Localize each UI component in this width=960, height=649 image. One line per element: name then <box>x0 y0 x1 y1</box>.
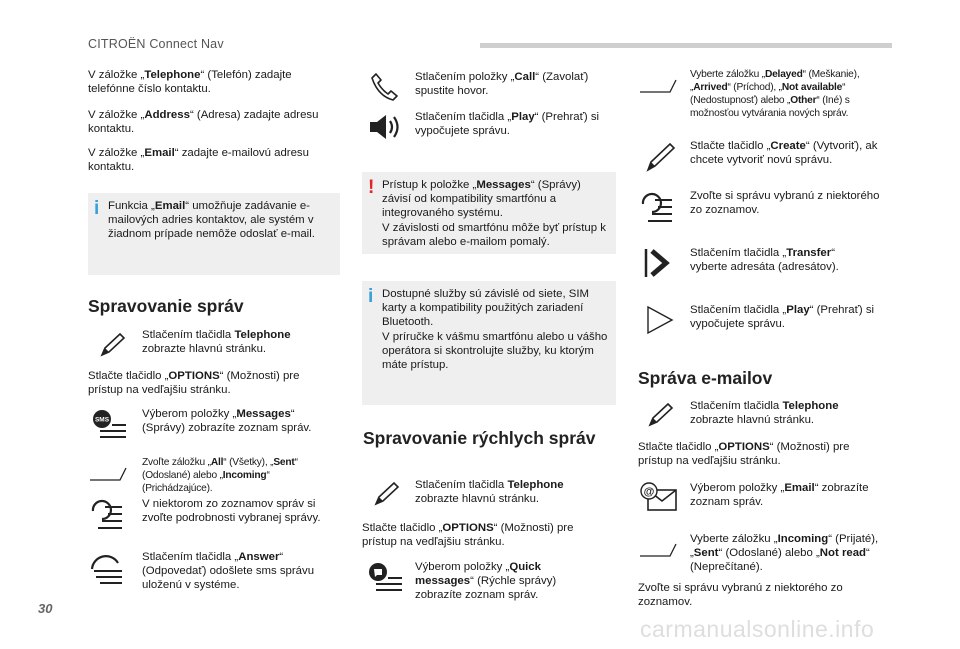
warning-icon: ! <box>368 177 375 198</box>
col1-note-box <box>88 193 340 275</box>
forward-icon <box>640 246 680 280</box>
info-icon: i <box>368 286 374 307</box>
sms-list-icon <box>88 407 128 441</box>
heading-spravovanie-sprav: Spravovanie správ <box>88 296 244 316</box>
col1-s4: Zvoľte záložku „All“ (Všetky), „Sent“ (Odoslané) alebo „Incoming“ (Prichádzajúce). <box>142 457 298 494</box>
col3-s9: Vyberte záložku „Incoming“ (Prijaté), „Sent“ (Odoslané) alebo „Not read“ (Neprečítané). <box>690 533 879 574</box>
col1-s3: Výberom položky „Messages“ (Správy) zobrazíte zoznam správ. <box>142 408 312 435</box>
play-icon <box>640 303 680 337</box>
col1-s6: Stlačením tlačidla „Answer“ (Odpovedať) odošlete sms správu uloženú v systéme. <box>142 551 315 592</box>
quick-messages-icon <box>364 560 404 594</box>
col2-s2: Stlačením tlačidla „Play“ (Prehrať) si vypočujete správu. <box>415 111 600 138</box>
phone-handset-icon <box>366 70 406 104</box>
email-icon <box>638 480 678 514</box>
col2-s3: Stlačením tlačidla Telephone zobrazte hlavnú stránku. <box>415 479 564 506</box>
col3-s10: Zvoľte si správu vybranú z niektorého zo zoznamov. <box>638 582 843 609</box>
col1-p3: V záložke „Email“ zadajte e-mailovú adresu kontaktu. <box>88 147 309 174</box>
page-number: 30 <box>38 601 53 616</box>
col1-s5: V niektorom zo zoznamov správ si zvoľte podrobnosti vybranej správy. <box>142 498 321 525</box>
col1-p2: V záložke „Address“ (Adresa) zadajte adresu kontaktu. <box>88 109 319 136</box>
col2-s5: Výberom položky „Quick messages“ (Rýchle správy) zobrazíte zoznam správ. <box>415 561 557 602</box>
info-icon: i <box>94 198 100 219</box>
col3-s1: Vyberte záložku „Delayed“ (Meškanie), „Arrived“ (Príchod), „Not available“ (Nedostupnosť) alebo „Other“ (Iné) s možnosťou vytvárania nových správ. <box>690 69 860 119</box>
col1-s1: Stlačením tlačidla Telephone zobrazte hlavnú stránku. <box>142 329 291 356</box>
col2-s4: Stlačte tlačidlo „OPTIONS“ (Možnosti) pre prístup na vedľajšiu stránku. <box>362 522 574 549</box>
tab-icon <box>638 68 678 102</box>
header-divider <box>480 43 892 48</box>
col2-s1: Stlačením položky „Call“ (Zavolať) spustite hovor. <box>415 71 589 98</box>
heading-rychle-spravy: Spravovanie rýchlych správ <box>363 428 596 448</box>
col2-warning-box <box>362 172 616 254</box>
col3-s6: Stlačením tlačidla Telephone zobrazte hlavnú stránku. <box>690 400 839 427</box>
tab-icon <box>638 532 678 566</box>
col1-note-text: Funkcia „Email“ umožňuje zadávanie e-mailových adries kontaktov, ale systém v žiadnom prípade nemôže odoslať e-mail. <box>108 200 315 241</box>
heading-sprava-emailov: Správa e-mailov <box>638 368 773 388</box>
list-icon <box>88 553 128 587</box>
tab-icon <box>88 456 128 490</box>
watermark: carmanualsonline.info <box>640 616 875 642</box>
speaker-icon <box>366 110 406 144</box>
col2-note-text: Dostupné služby sú závislé od siete, SIM karty a kompatibility použitých zariadení Bluetooth. V príručke k vášmu smartfónu alebo u vášho operátora si skontrolujte služby, ku ktorým máte prístup. <box>382 288 608 372</box>
col1-s2: Stlačte tlačidlo „OPTIONS“ (Možnosti) pre prístup na vedľajšiu stránku. <box>88 370 300 397</box>
pencil-icon <box>366 477 406 511</box>
col1-p1: V záložke „Telephone“ (Telefón) zadajte telefónne číslo kontaktu. <box>88 69 292 96</box>
col3-s4: Stlačením tlačidla „Transfer“ vyberte adresáta (adresátov). <box>690 247 839 274</box>
col3-s2: Stlačte tlačidlo „Create“ (Vytvoriť), ak chcete vytvoriť novú správu. <box>690 140 878 167</box>
col2-note-box <box>362 281 616 405</box>
pencil-icon <box>92 328 132 362</box>
col3-s7: Stlačte tlačidlo „OPTIONS“ (Možnosti) pre prístup na vedľajšiu stránku. <box>638 441 850 468</box>
pencil-icon <box>640 398 680 432</box>
pencil-icon <box>640 140 680 174</box>
col3-s8: Výberom položky „Email“ zobrazíte zoznam správ. <box>690 482 869 509</box>
col2-warning-text: Prístup k položke „Messages“ (Správy) závisí od kompatibility smartfónu a integrovaného systému. V závislosti od smartfónu môže byť prístup k správam alebo e-mailom pomalý. <box>382 179 606 248</box>
sms-label: SMS <box>94 416 110 424</box>
list-select-icon <box>88 497 128 531</box>
list-select-icon <box>638 190 678 224</box>
header-title: CITROËN Connect Nav <box>88 37 224 51</box>
svg-text:@: @ <box>643 486 655 498</box>
col3-s3: Zvoľte si správu vybranú z niektorého zo zoznamov. <box>690 190 880 217</box>
col3-s5: Stlačením tlačidla „Play“ (Prehrať) si vypočujete správu. <box>690 304 875 331</box>
